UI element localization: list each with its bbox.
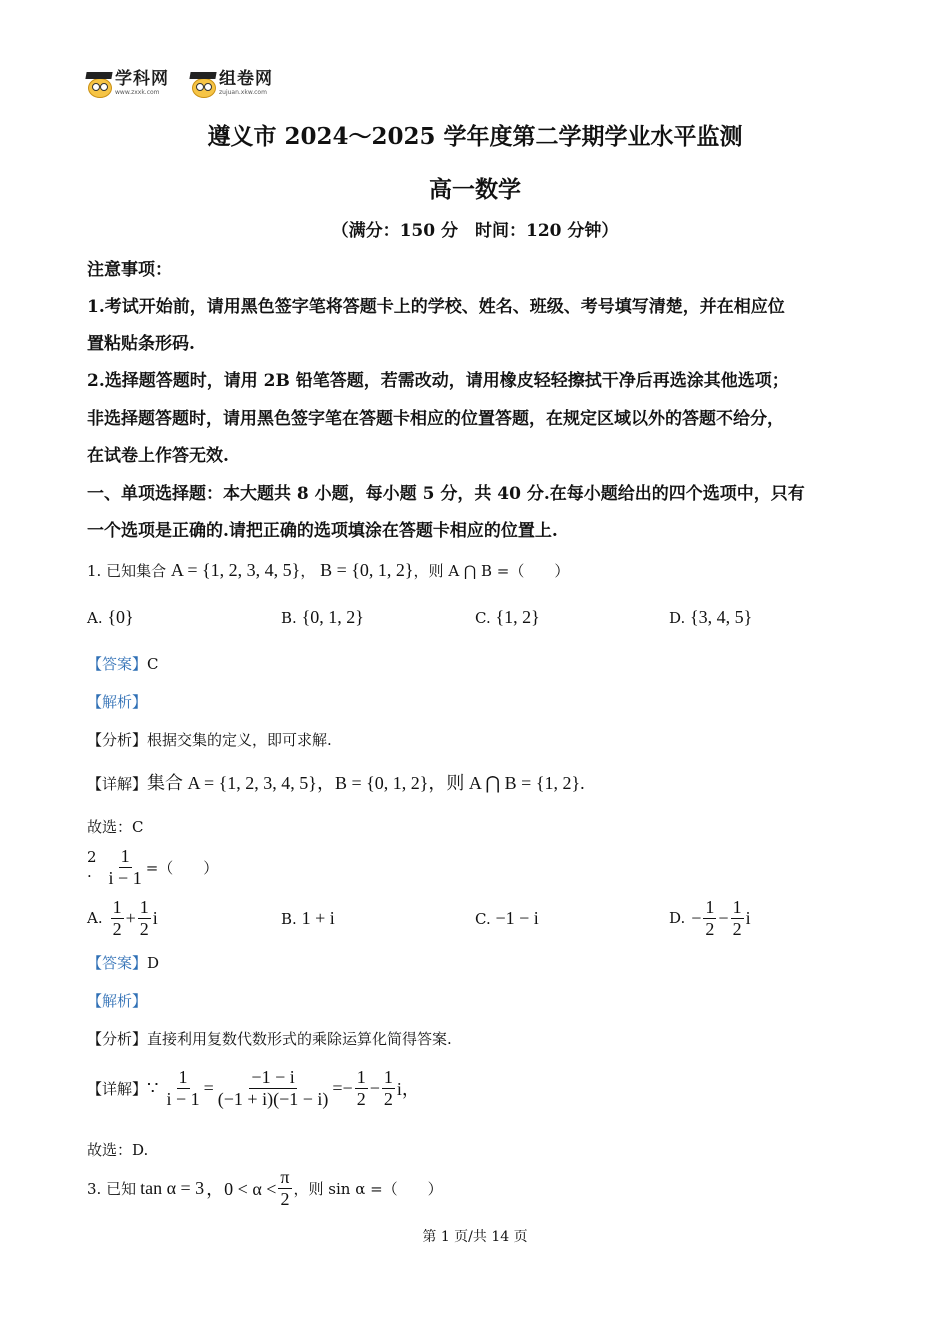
q2-analysis: 【分析】直接利用复数代数形式的乘除运算化简得答案. [87, 1030, 452, 1048]
logo-url: www.zxxk.com [115, 88, 160, 96]
question-1 [87, 560, 569, 581]
q1-option-c: C. {1, 2} [475, 607, 540, 627]
q2-option-c: C. −1 − i [475, 908, 539, 928]
logo-url: zujuan.xkw.com [219, 88, 267, 96]
q2-choose: 故选：D. [87, 1141, 149, 1159]
q2-fraction: $\frac{1}{i - 1}$ [108, 846, 142, 888]
notice-heading: 注意事项： [87, 260, 172, 280]
mascot-icon [190, 70, 216, 96]
q2-dot: · [87, 867, 92, 886]
q1-ask: ，则 A ⋂ B =（ ） [413, 562, 570, 580]
notice-item2-line3: 在试卷上作答无效. [87, 446, 229, 466]
answer-label: 【答案】 [87, 655, 148, 673]
page-footer: 第 1 页/共 14 页 [422, 1229, 528, 1245]
q2-option-b: B. 1 + i [281, 908, 335, 928]
exam-meta: （满分：150 分 时间：120 分钟） [331, 221, 619, 241]
q2-number: 2 [87, 847, 97, 866]
logo-name: 学科网 [115, 68, 169, 89]
q1-choose: 故选：C [87, 818, 144, 836]
zujuan-logo [190, 70, 273, 96]
section-heading-line1: 一、单项选择题：本大题共 8 小题，每小题 5 分，共 40 分.在每小题给出的四个选项中，只有 [87, 484, 805, 504]
q2-analysis-heading: 【解析】 [87, 992, 148, 1010]
q1-answer: 【答案】C [87, 655, 159, 673]
q1-option-d: D. {3, 4, 5} [669, 607, 753, 627]
answer-label: 【答案】 [87, 954, 148, 972]
q2-ask: =（ ） [145, 858, 219, 877]
notice-item2-line2: 非选择题答题时，请用黑色签字笔在答题卡相应的位置答题，在规定区域以外的答题不给分， [87, 409, 784, 429]
q2-option-d: D. − $\frac{1}{2}$ − $\frac{1}{2}$ i [669, 897, 751, 939]
q1-sep: ， [300, 562, 316, 580]
question-2 [87, 847, 218, 888]
question-3: 3. 已知 tan α = 3 ，0 < α < $\frac{\pi}{2}$ ，则 sin α =（ ） [87, 1167, 443, 1209]
notice-item1-line1: 1.考试开始前，请用黑色签字笔将答题卡上的学校、姓名、班级、考号填写清楚，并在相应位 [87, 297, 785, 317]
q1-detail: 【详解】集合 A = {1, 2, 3, 4, 5}，B = {0, 1, 2}，则 A ⋂ B = {1, 2}. [87, 773, 585, 793]
zxxk-logo [86, 70, 169, 96]
q1-set-b: B = {0, 1, 2} [320, 560, 414, 580]
exam-subtitle: 高一数学 [429, 176, 521, 203]
q1-prefix: 1. 已知集合 [87, 562, 167, 580]
q1-set-a: A = {1, 2, 3, 4, 5} [170, 560, 301, 580]
mascot-icon [86, 70, 112, 96]
q1-analysis: 【分析】根据交集的定义，即可求解. [87, 731, 332, 749]
q1-option-b: B. {0, 1, 2} [281, 607, 364, 627]
q1-analysis-heading: 【解析】 [87, 693, 148, 711]
notice-item2-line1: 2.选择题答题时，请用 2B 铅笔答题，若需改动，请用橡皮轻轻擦拭干净后再选涂其他选项； [87, 371, 789, 391]
q2-answer: 【答案】D [87, 954, 160, 972]
q1-option-a: A. {0} [87, 607, 134, 627]
logo-name: 组卷网 [219, 68, 273, 89]
notice-item1-line2: 置粘贴条形码. [87, 334, 195, 354]
q2-option-a: A. $\frac{1}{2}$ + $\frac{1}{2}$ i [87, 897, 158, 939]
exam-title: 遵义市 2024～2025 学年度第二学期学业水平监测 [207, 123, 743, 150]
section-heading-line2: 一个选项是正确的.请把正确的选项填涂在答题卡相应的位置上. [87, 521, 558, 541]
q2-detail: 【详解】 ∵ $\frac{1}{i - 1}$ = $\frac{-1 - i}{(-1 + i)(-1 - i)}$ = − $\frac{1}{2}$ − $\frac{1}{2}$ i， [87, 1067, 420, 1109]
